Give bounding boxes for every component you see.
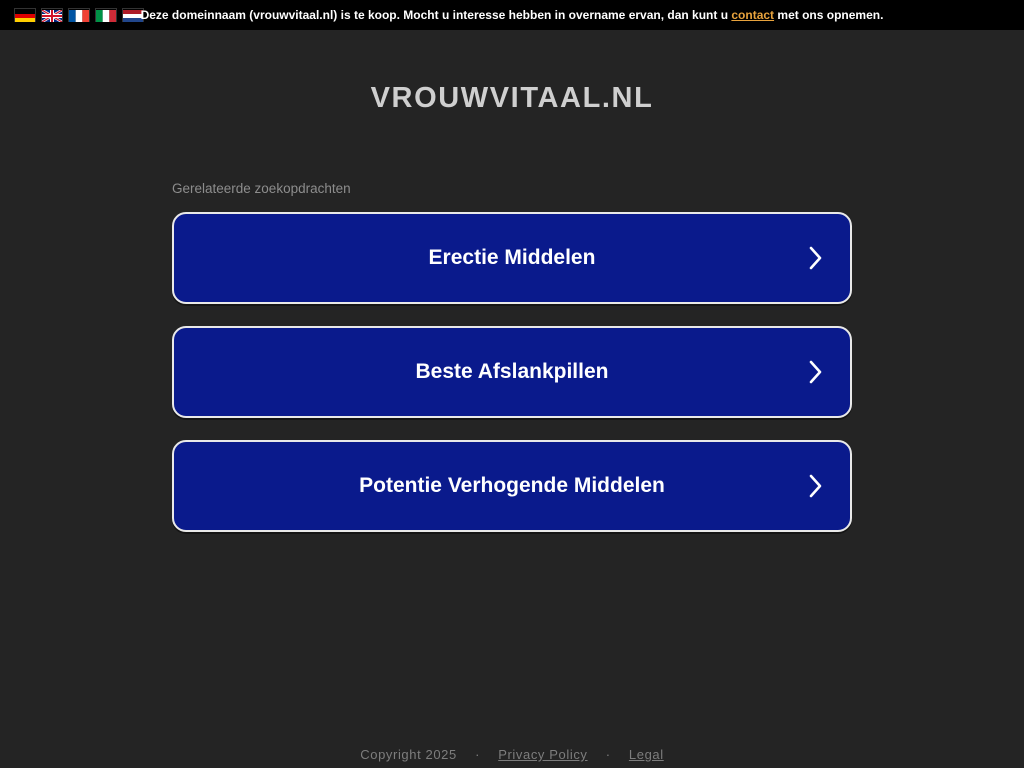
top-banner [0, 0, 1024, 30]
contact-link[interactable]: contact [731, 8, 775, 22]
flag-de-icon [15, 10, 35, 22]
flag-nl-icon[interactable] [122, 8, 144, 22]
flag-it-icon [96, 10, 116, 22]
flag-it-icon[interactable] [95, 8, 117, 22]
footer-separator: · [605, 747, 611, 762]
flag-nl-icon [123, 10, 143, 22]
language-flag-list [0, 0, 144, 30]
related-search-card[interactable] [172, 326, 852, 418]
flag-de-icon[interactable] [14, 8, 36, 22]
legal-link[interactable]: Legal [628, 747, 664, 762]
related-search-card[interactable] [172, 212, 852, 304]
related-search-label: Beste Afslankpillen [415, 360, 609, 383]
banner-text-after: met ons opnemen. [774, 8, 884, 22]
chevron-right-icon [808, 473, 824, 499]
related-search-label: Potentie Verhogende Middelen [359, 474, 665, 497]
chevron-right-icon [808, 359, 824, 385]
related-searches-label: Gerelateerde zoekopdrachten [172, 181, 351, 196]
footer-separator: · [475, 747, 480, 762]
flag-fr-icon[interactable] [68, 8, 90, 22]
banner-message [0, 0, 1024, 30]
page-title: VROUWVITAAL.NL [370, 82, 654, 114]
banner-text-before: Deze domeinnaam (vrouwvitaal.nl) is te koop. Mocht u interesse hebben in overname ervan, dan kunt u [140, 8, 732, 22]
flag-fr-icon [69, 10, 89, 22]
footer-copyright: Copyright 2025 [360, 747, 457, 762]
related-search-card[interactable] [172, 440, 852, 532]
footer [0, 747, 1024, 762]
flag-gb-icon [42, 10, 62, 22]
flag-gb-icon[interactable] [41, 8, 63, 22]
privacy-policy-link[interactable]: Privacy Policy [498, 747, 588, 762]
related-searches-list [172, 212, 852, 554]
chevron-right-icon [808, 245, 824, 271]
related-search-label: Erectie Middelen [428, 246, 596, 269]
